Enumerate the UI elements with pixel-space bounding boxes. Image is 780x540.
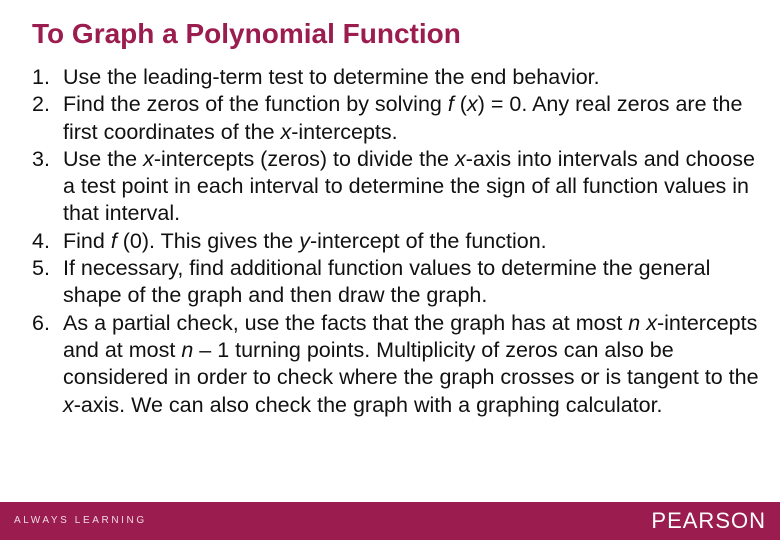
step-number: 1. — [32, 65, 50, 89]
step-text: x — [63, 392, 74, 417]
step-text: x — [454, 146, 466, 171]
step-item — [32, 91, 762, 146]
step-text: (0). This gives the — [116, 228, 300, 253]
step-text: -axis. We can also check the graph with a graphing calculator. — [73, 392, 663, 417]
step-text: n x — [628, 310, 657, 335]
step-text: x — [280, 119, 292, 144]
steps-list — [32, 64, 762, 419]
step-text: Find — [63, 228, 111, 253]
footer-bar — [0, 502, 780, 540]
step-text: -intercept of the function. — [309, 228, 547, 253]
step-item — [32, 146, 762, 228]
step-number: 4. — [32, 228, 50, 253]
step-item — [32, 310, 762, 419]
step-text: -axis into intervals and choose a test point in each interval to determine the sign of all function values in that interval. — [63, 146, 755, 226]
step-text: ) = 0. Any real zeros are the first coordinates of the — [63, 92, 743, 144]
step-text: n — [181, 337, 194, 362]
pearson-logo: PEARSON — [651, 508, 766, 533]
step-text: x — [466, 92, 478, 117]
step-text: -intercepts (zeros) to divide the — [153, 146, 455, 171]
slide-title: To Graph a Polynomial Function — [32, 18, 461, 49]
step-number: 5. — [32, 256, 50, 281]
step-text: Find the zeros of the function by solving — [63, 92, 448, 117]
step-text: As a partial check, use the facts that the graph has at most — [63, 310, 629, 335]
step-number: 6. — [32, 310, 50, 335]
step-item — [32, 228, 762, 255]
step-number: 3. — [32, 146, 50, 171]
step-text: If necessary, find additional function values to determine the general shape of the graph and then draw the graph. — [63, 256, 711, 308]
step-text: -intercepts and at most — [63, 310, 758, 362]
step-text: f — [447, 92, 454, 117]
step-text: ( — [453, 92, 467, 117]
step-text: y — [299, 228, 310, 253]
step-number: 2. — [32, 92, 50, 117]
step-item — [32, 64, 762, 91]
step-text: Use the — [63, 146, 144, 171]
footer-tagline: ALWAYS LEARNING — [14, 515, 147, 526]
step-text: -intercepts. — [291, 119, 398, 144]
step-text: x — [143, 146, 154, 171]
step-text: Use the leading-term test to determine the end behavior. — [63, 65, 600, 89]
step-item — [32, 255, 762, 310]
step-text: f — [110, 228, 117, 253]
step-text: – 1 turning points. Multiplicity of zeros can also be considered in order to check where the graph crosses or is tangent to the — [63, 337, 759, 390]
